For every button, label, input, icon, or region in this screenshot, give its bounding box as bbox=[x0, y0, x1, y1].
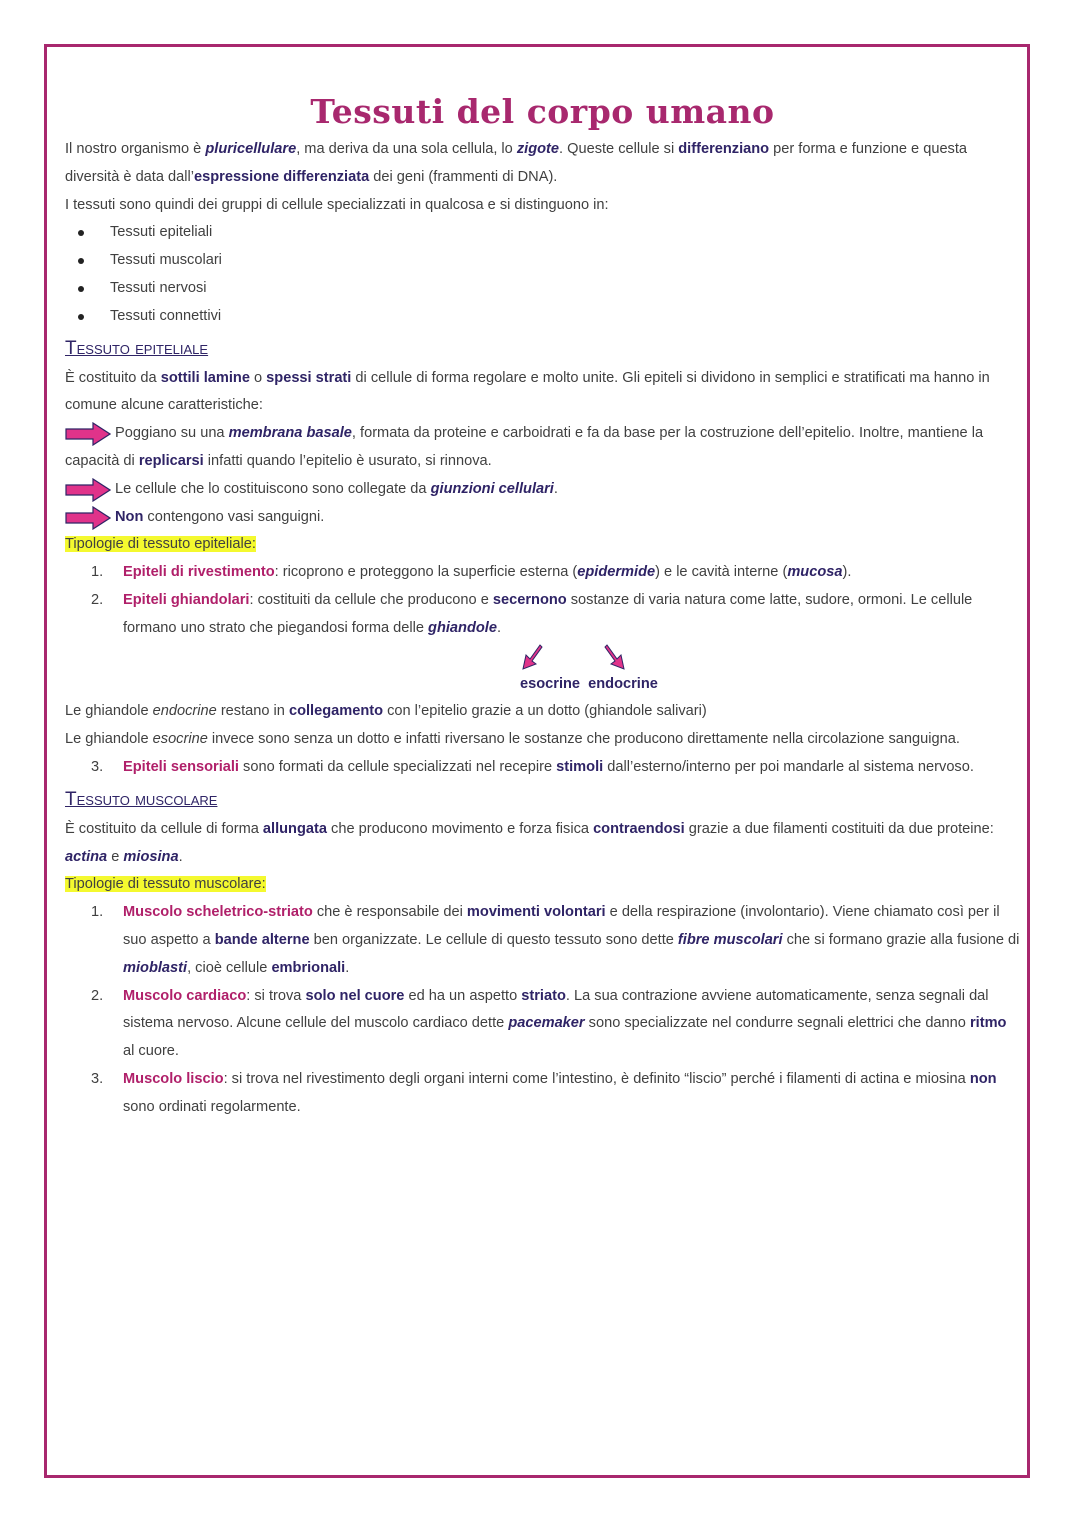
keyword: pacemaker bbox=[508, 1015, 585, 1032]
keyword: Muscolo scheletrico-striato bbox=[123, 904, 313, 921]
epitelio-types-list-cont bbox=[65, 754, 1020, 782]
keyword: pluricellulare bbox=[205, 141, 297, 157]
keyword: sottili lamine bbox=[160, 369, 250, 386]
keyword: miosina bbox=[123, 848, 179, 865]
document-body bbox=[65, 90, 1020, 1122]
keyword: mioblasti bbox=[123, 959, 188, 976]
text: che è responsabile dei bbox=[312, 904, 467, 921]
keyword: stimoli bbox=[556, 758, 604, 775]
text: È costituito da cellule di forma bbox=[65, 820, 263, 837]
text: . La sua contrazione avviene automaticamente, senza segnali dal sistema nervoso. Alcune cellule del muscolo cardiaco dette bbox=[123, 987, 989, 1032]
keyword: embrionali bbox=[271, 959, 346, 976]
tipologie-epiteliale bbox=[65, 531, 1020, 559]
list-item bbox=[65, 219, 1020, 247]
text: invece sono senza un dotto e infatti riversano le sostanze che producono direttamente nella circolazione sanguigna. bbox=[207, 731, 960, 748]
text: sono formati da cellule specializzati nel recepire bbox=[238, 758, 557, 775]
keyword: giunzioni cellulari bbox=[430, 480, 554, 497]
highlighted-label: Tipologie di tessuto muscolare: bbox=[65, 876, 266, 893]
text: sono ordinati regolarmente. bbox=[123, 1098, 301, 1115]
epitelio-types-list bbox=[65, 559, 1020, 642]
keyword: mucosa bbox=[787, 564, 843, 581]
text: Le ghiandole bbox=[65, 731, 153, 748]
keyword: Epiteli sensoriali bbox=[123, 758, 239, 775]
gland-types bbox=[65, 671, 1020, 699]
feature-giunzioni bbox=[65, 476, 1020, 504]
text: contengono vasi sanguigni. bbox=[143, 508, 325, 525]
keyword: secernono bbox=[492, 591, 567, 608]
text: . bbox=[178, 848, 183, 865]
list-number: 2. bbox=[91, 591, 104, 608]
text: : si trova bbox=[246, 987, 306, 1004]
keyword: non bbox=[969, 1070, 997, 1087]
keyword: Muscolo cardiaco bbox=[123, 987, 247, 1004]
endocrine-paragraph bbox=[65, 698, 1020, 726]
text: . bbox=[496, 619, 502, 636]
text: e bbox=[107, 848, 124, 865]
text: per forma e funzione e questa diversità è data dall’ bbox=[65, 141, 968, 185]
keyword: membrana basale bbox=[228, 425, 352, 442]
keyword: ritmo bbox=[969, 1015, 1007, 1032]
arrow-down-left-icon bbox=[520, 643, 544, 671]
keyword: Epiteli ghiandolari bbox=[123, 591, 250, 608]
text: ben organizzate. Le cellule di questo tessuto sono dette bbox=[309, 931, 678, 948]
list-number: 1. bbox=[91, 904, 104, 921]
text: , cioè cellule bbox=[187, 959, 272, 976]
intro-paragraph-2: I tessuti sono quindi dei gruppi di cellule specializzati in qualcosa e si distinguono in: bbox=[65, 196, 609, 213]
list-number: 1. bbox=[91, 564, 104, 581]
text: con l’epitelio grazie a un dotto (ghiandole salivari) bbox=[383, 703, 707, 720]
text: grazie a due filamenti costituiti da due proteine: bbox=[684, 820, 994, 837]
keyword: collegamento bbox=[288, 703, 384, 720]
text: ). bbox=[842, 564, 852, 581]
text: endocrine bbox=[152, 703, 217, 720]
text: , formata da proteine e carboidrati e fa da base per la costruzione dell’epitelio. Inoltre, mantiene la capacità di bbox=[65, 425, 984, 469]
list-item bbox=[65, 983, 1020, 1066]
list-item-label: Tessuti nervosi bbox=[110, 279, 207, 296]
arrow-right-icon bbox=[65, 478, 111, 502]
muscolo-types-list bbox=[65, 899, 1020, 1121]
feature-membrana bbox=[65, 420, 1020, 476]
text: : costituiti da cellule che producono e bbox=[249, 591, 493, 608]
keyword: actina bbox=[65, 848, 108, 865]
bullet-icon bbox=[78, 258, 84, 264]
text: restano in bbox=[216, 703, 289, 720]
keyword: striato bbox=[521, 987, 566, 1004]
keyword: zigote bbox=[516, 141, 560, 157]
section-heading-muscolare: Tessuto muscolare bbox=[65, 788, 218, 810]
text: dall’esterno/interno per poi mandarle al sistema nervoso. bbox=[603, 758, 974, 775]
keyword: spessi strati bbox=[266, 369, 352, 386]
keyword: replicarsi bbox=[138, 452, 204, 469]
esocrine-paragraph bbox=[65, 726, 1020, 754]
list-item-label: Tessuti connettivi bbox=[110, 307, 222, 324]
text: È costituito da bbox=[65, 369, 161, 386]
keyword: solo nel cuore bbox=[305, 987, 405, 1004]
list-item bbox=[65, 247, 1020, 275]
list-item bbox=[65, 303, 1020, 331]
list-item-label: Tessuti epiteliali bbox=[110, 224, 213, 241]
text: di cellule di forma regolare e molto unite. Gli epiteli si dividono in semplici e stratificati ma hanno in comune alcune caratteristiche: bbox=[65, 369, 990, 414]
text: che si formano grazie alla fusione di bbox=[782, 931, 1020, 948]
list-item-label: Tessuti muscolari bbox=[110, 252, 222, 269]
text: sostanze di varia natura come latte, sudore, ormoni. Le cellule formano uno strato che piegandosi forma delle bbox=[123, 591, 973, 636]
keyword: fibre muscolari bbox=[677, 931, 783, 948]
list-number: 3. bbox=[91, 1070, 104, 1087]
keyword: ghiandole bbox=[428, 619, 497, 636]
muscolo-paragraph bbox=[65, 816, 1020, 872]
arrow-right-icon bbox=[65, 506, 111, 530]
bullet-icon bbox=[78, 286, 84, 292]
text: . Queste cellule si bbox=[559, 141, 679, 157]
list-item bbox=[65, 559, 1020, 587]
keyword: Epiteli di rivestimento bbox=[123, 564, 275, 581]
text: , ma deriva da una sola cellula, lo bbox=[296, 141, 517, 157]
text: . bbox=[345, 959, 350, 976]
text: ) e le cavità interne ( bbox=[655, 564, 788, 581]
intro-paragraph bbox=[65, 136, 1020, 192]
text: dei geni (frammenti di DNA). bbox=[369, 168, 558, 185]
section-heading-epiteliale: Tessuto epiteliale bbox=[65, 337, 209, 359]
list-number: 2. bbox=[91, 987, 104, 1004]
highlighted-label: Tipologie di tessuto epiteliale: bbox=[65, 536, 256, 553]
arrow-right-icon bbox=[65, 422, 111, 446]
text: al cuore. bbox=[123, 1043, 179, 1060]
list-item bbox=[65, 754, 1020, 782]
gland-endocrine-label: endocrine bbox=[588, 675, 658, 692]
keyword: Muscolo liscio bbox=[123, 1070, 224, 1087]
text: Il nostro organismo è bbox=[65, 141, 206, 157]
text: che producono movimento e forza fisica bbox=[326, 820, 594, 837]
list-number: 3. bbox=[91, 758, 104, 775]
keyword: movimenti volontari bbox=[466, 904, 606, 921]
tipologie-muscolare bbox=[65, 871, 1020, 899]
text: Le ghiandole bbox=[65, 703, 153, 720]
tissue-list bbox=[65, 219, 1020, 330]
arrow-down-right-icon bbox=[603, 643, 627, 671]
text: e della respirazione (involontario). Viene chiamato così per il suo aspetto a bbox=[123, 904, 1000, 948]
text: . bbox=[553, 480, 558, 497]
text: sono specializzate nel condurre segnali elettrici che danno bbox=[584, 1015, 970, 1032]
keyword: epidermide bbox=[577, 564, 656, 581]
list-item bbox=[65, 899, 1020, 982]
text: Le cellule che lo costituiscono sono collegate da bbox=[115, 480, 431, 497]
bullet-icon bbox=[78, 314, 84, 320]
page-title: Tessuti del corpo umano bbox=[310, 92, 775, 131]
keyword: espressione differenziata bbox=[194, 168, 370, 185]
text: infatti quando l’epitelio è usurato, si rinnova. bbox=[203, 452, 492, 469]
text: ed ha un aspetto bbox=[404, 987, 522, 1004]
list-item bbox=[65, 275, 1020, 303]
gland-esocrine-label: esocrine bbox=[520, 675, 581, 692]
text: o bbox=[249, 369, 267, 386]
keyword: Non bbox=[115, 508, 144, 525]
keyword: bande alterne bbox=[214, 931, 310, 948]
text: : si trova nel rivestimento degli organi interni come l’intestino, è definito “liscio” perché i filamenti di actina e miosina bbox=[223, 1070, 970, 1087]
list-item bbox=[65, 1066, 1020, 1122]
gland-arrows bbox=[65, 643, 1020, 671]
text: esocrine bbox=[152, 731, 208, 748]
keyword: differenziano bbox=[678, 141, 770, 157]
keyword: allungata bbox=[262, 820, 327, 837]
text: : ricoprono e proteggono la superficie esterna ( bbox=[274, 564, 578, 581]
keyword: contraendosi bbox=[593, 820, 685, 837]
list-item bbox=[65, 587, 1020, 643]
feature-vasi bbox=[65, 504, 1020, 532]
epitelio-paragraph bbox=[65, 365, 1020, 421]
text: Poggiano su una bbox=[115, 425, 229, 442]
bullet-icon bbox=[78, 230, 84, 236]
